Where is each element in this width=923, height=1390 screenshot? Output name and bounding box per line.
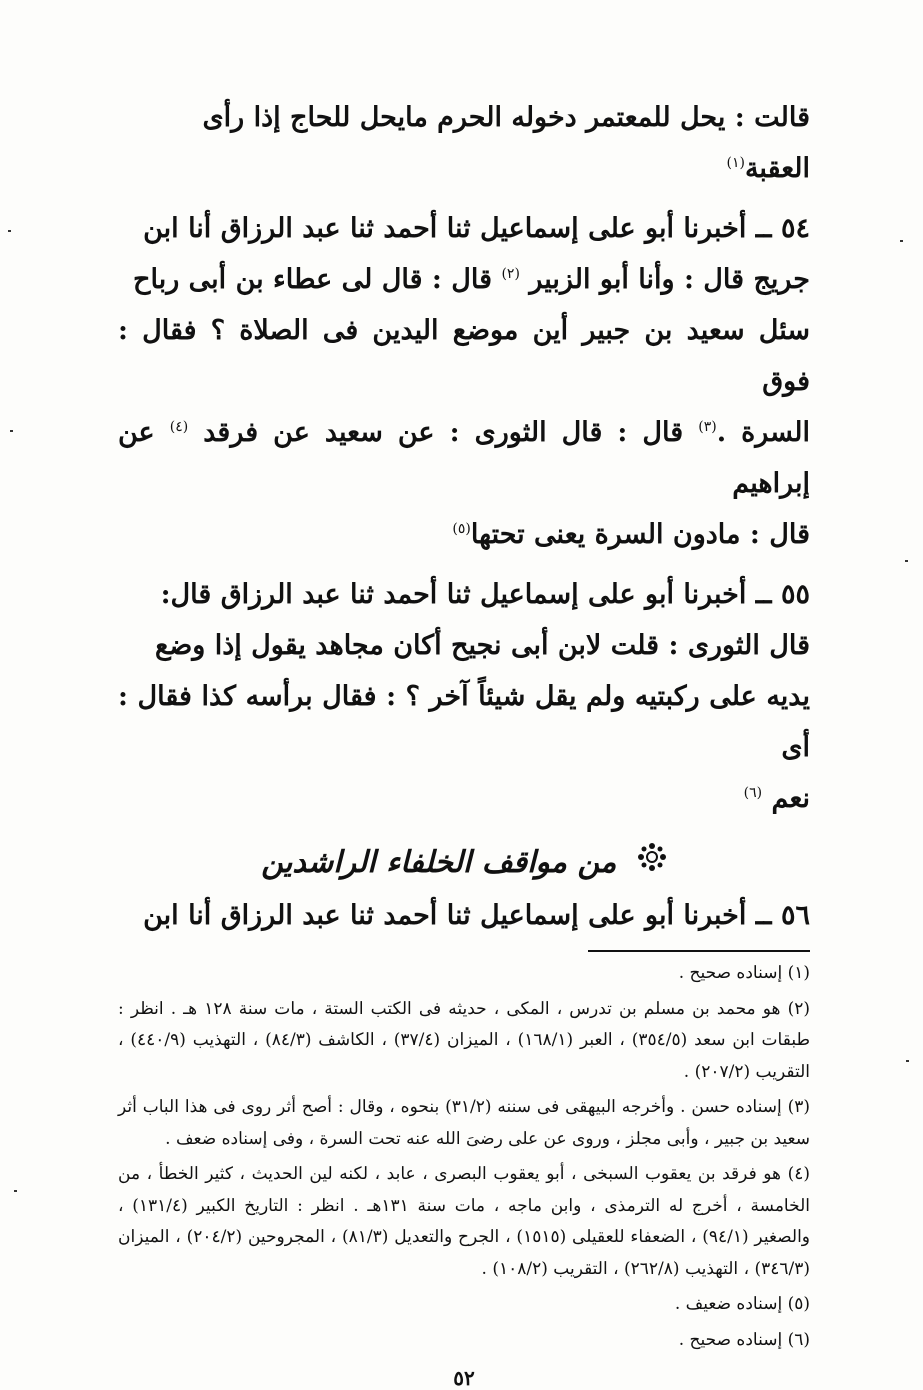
text-segment: السرة . bbox=[716, 417, 810, 448]
footnote-divider bbox=[588, 950, 810, 952]
footnote-1: (١) إسناده صحيح . bbox=[678, 963, 810, 983]
footnote-3: (٣) إسناده حسن . وأخرجه البيهقى فى سننه (٣١/٢) بنحوه ، وقال : أصح أثر روى فى هذا الباب أثر سعيد بن جبير ، وأبى مجلز ، وروى عن على رضىَ الله عنه تحت السرة ، وفى إسناده ضعف . bbox=[118, 1097, 810, 1149]
footnote-2: (٢) هو محمد بن مسلم بن تدرس ، المكى ، حديثه فى الكتب الستة ، مات سنة ١٢٨ هـ . انظر : طبقات ابن سعد (٣٥٤/٥) ، العبر (١٦٨/١) ، الميزان (٣٧/٤) ، الكاشف (٨٤/٣) ، التهذيب (٤٤٠/٩) ، التقريب (٢٠٧/٢) . bbox=[118, 998, 811, 1082]
text-segment: قال : قال الثورى : عن سعيد عن فرقد bbox=[203, 417, 684, 448]
text-line: ٥٤ ــ أخبرنا أبو على إسماعيل ثنا أحمد ثنا عبد الرزاق أنا ابن bbox=[143, 213, 810, 244]
paragraph-53 bbox=[118, 92, 810, 194]
paragraph-56 bbox=[118, 890, 810, 941]
scan-speck bbox=[905, 560, 908, 562]
footnote-ref-6[interactable]: (٦) bbox=[743, 785, 763, 801]
section-heading bbox=[118, 836, 810, 890]
text-line: ٥٦ ــ أخبرنا أبو على إسماعيل ثنا أحمد ثنا عبد الرزاق أنا ابن bbox=[143, 900, 810, 931]
paragraph-55 bbox=[118, 569, 810, 824]
text-segment: قال : قال لى عطاء بن أبى رباح bbox=[133, 264, 493, 295]
text-segment: عن إبراهيم bbox=[118, 417, 810, 499]
text-segment: جريج قال : وأنا أبو الزبير bbox=[529, 264, 810, 295]
scan-speck bbox=[900, 240, 903, 242]
footnote-ref-4[interactable]: (٤) bbox=[169, 419, 189, 435]
scan-speck bbox=[14, 1190, 17, 1192]
paragraph-54 bbox=[118, 203, 810, 560]
footnote-ref-5[interactable]: (٥) bbox=[452, 521, 471, 537]
footnote-4: (٤) هو فرقد بن يعقوب السبخى ، أبو يعقوب البصرى ، عابد ، لكنه لين الحديث ، كثير الخطأ ، من الخامسة ، أخرج له الترمذى ، وابن ماجه ، مات سنة ١٣١هـ . انظر : التاريخ الكبير (١٣١/٤) ، والصغير (٩٤/١) ، الضعفاء للعقيلى (١٥١٥) ، الجرح والتعديل (٨١/٣) ، المجروحين (٢٠٤/٢) ، الميزان (٣٤٦/٣) ، التهذيب (٢٦٢/٨) ، التقريب (١٠٨/٢) . bbox=[118, 1164, 810, 1279]
scan-speck bbox=[10, 430, 13, 432]
text-line: قال الثورى : قلت لابن أبى نجيح أكان مجاهد يقول إذا وضع bbox=[154, 630, 810, 661]
footnotes bbox=[118, 958, 810, 1356]
text-segment: العقبة bbox=[744, 153, 810, 184]
footnote-5: (٥) إسناده ضعيف . bbox=[674, 1294, 810, 1314]
footnote-ref-3[interactable]: (٣) bbox=[698, 419, 717, 435]
text-line: يديه على ركبتيه ولم يقل شيئاً آخر ؟ : فقال برأسه كذا فقال : أى bbox=[118, 681, 810, 763]
text-segment: قال : مادون السرة يعنى تحتها bbox=[470, 519, 810, 550]
footnote-ref-2[interactable]: (٢) bbox=[501, 266, 520, 282]
page-number: ٥٢ bbox=[453, 1366, 475, 1390]
footnote-ref-1[interactable]: (١) bbox=[726, 155, 745, 171]
page-content bbox=[118, 92, 810, 1390]
footnote-6: (٦) إسناده صحيح . bbox=[678, 1329, 810, 1350]
scan-speck bbox=[906, 1060, 909, 1062]
text-line: ٥٥ ــ أخبرنا أبو على إسماعيل ثنا أحمد ثنا عبد الرزاق قال: bbox=[160, 579, 810, 610]
text-segment: نعم bbox=[771, 783, 810, 814]
text-line: سئل سعيد بن جبير أين موضع اليدين فى الصلاة ؟ فقال : فوق bbox=[118, 315, 810, 397]
scan-speck bbox=[8, 230, 11, 232]
text-line: قالت : يحل للمعتمر دخوله الحرم مايحل للحاج إذا رأى bbox=[202, 102, 810, 133]
section-heading-text: من مواقف الخلفاء الراشدين bbox=[261, 845, 617, 880]
flower-ornament-icon bbox=[637, 836, 667, 890]
